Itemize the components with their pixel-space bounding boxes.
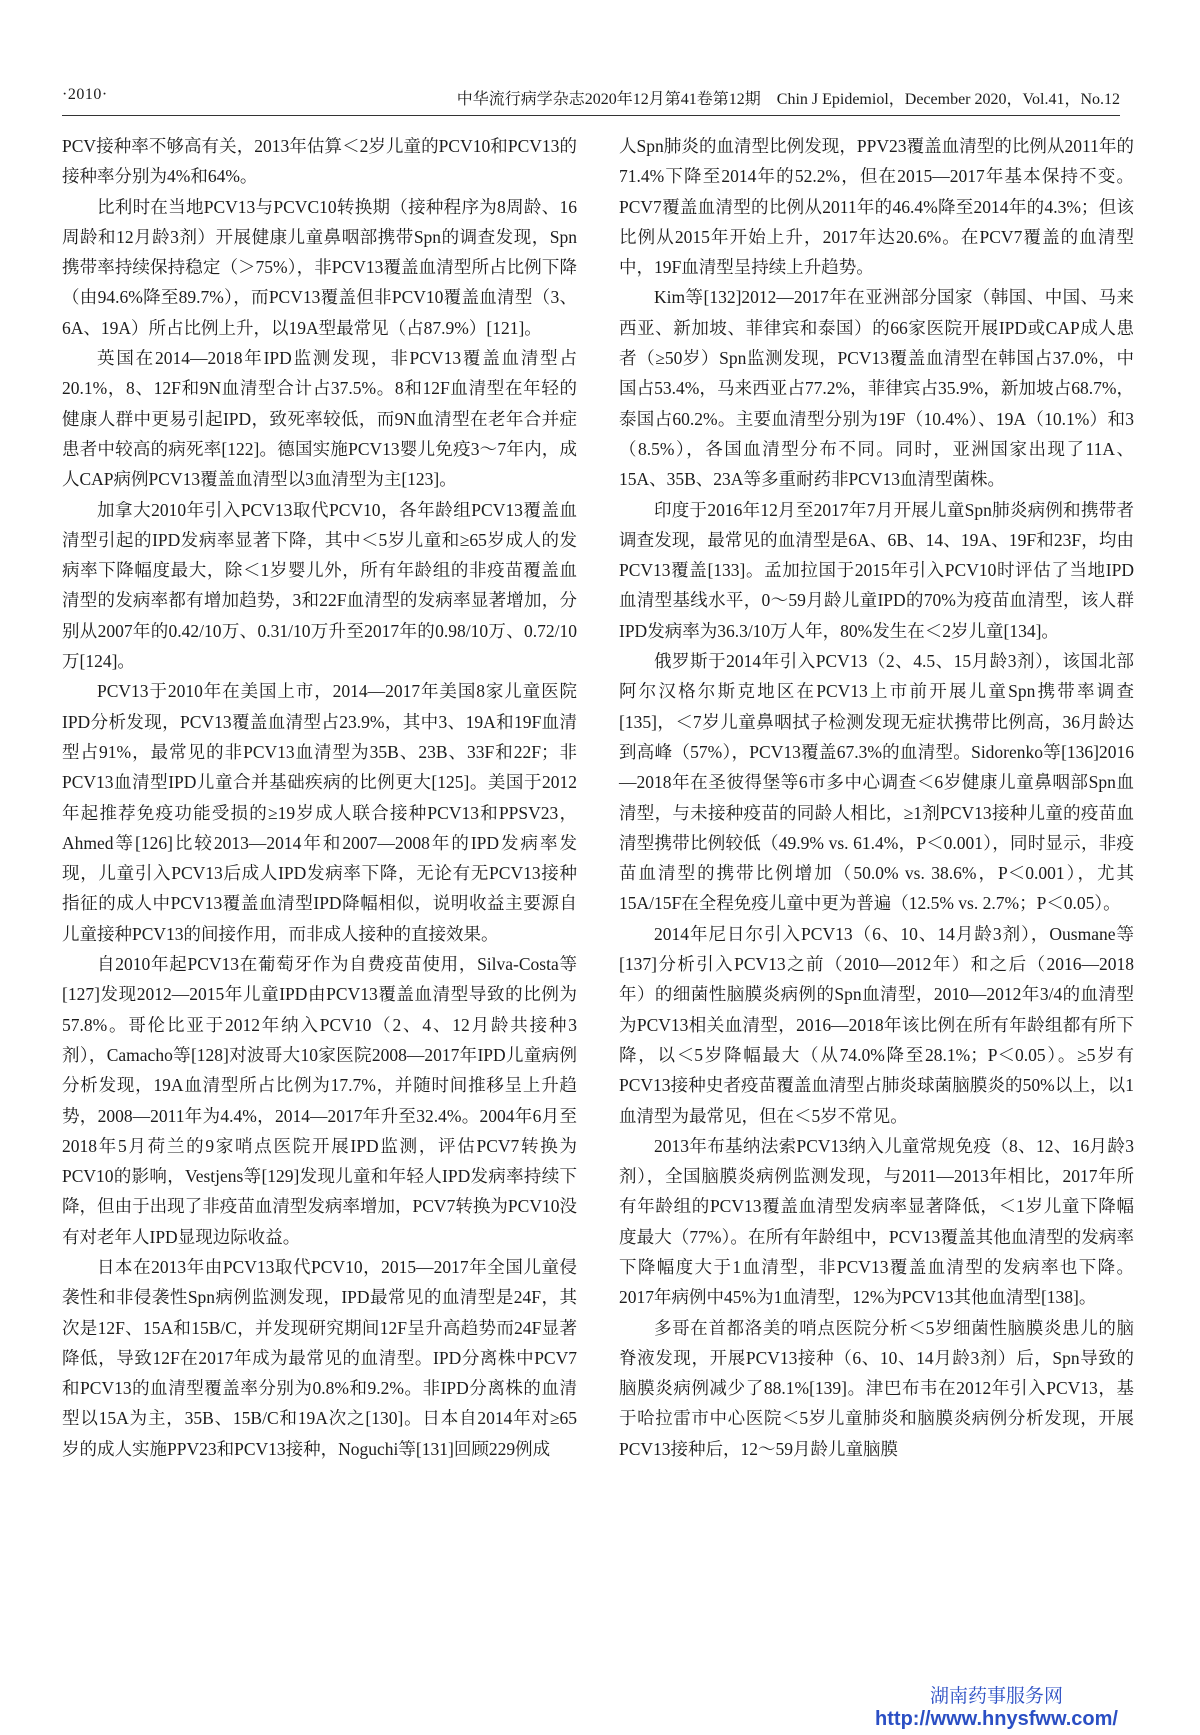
site-watermark (875, 1686, 1118, 1730)
right-column (619, 131, 1134, 1464)
paragraph: 日本在2013年由PCV13取代PCV10，2015—2017年全国儿童侵袭性和非侵袭性Spn病例监测发现，IPD最常见的血清型是24F，其次是12F、15A和15B/C，并发现研究期间12F呈升高趋势而24F显著降低，导致12F在2017年成为最常见的血清型。IPD分离株中PCV7和PCV13的血清型覆盖率分别为0.8%和9.2%。非IPD分离株的血清型以15A为主，35B、15B/C和19A次之[130]。日本自2014年对≥65岁的成人实施PPV23和PCV13接种，Noguchi等[131]回顾229例成 (62, 1256, 577, 1459)
paragraph: PCV接种率不够高有关，2013年估算＜2岁儿童的PCV10和PCV13的接种率分别为4%和64%。 (62, 136, 577, 187)
left-column (62, 131, 577, 1464)
paragraph: 多哥在首都洛美的哨点医院分析＜5岁细菌性脑膜炎患儿的脑脊液发现，开展PCV13接种（6、10、14月龄3剂）后，Spn导致的脑膜炎病例减少了88.1%[139]。津巴布韦在2012年引入PCV13，基于哈拉雷市中心医院＜5岁儿童肺炎和脑膜炎病例分析发现，开展PCV13接种后，12～59月龄儿童脑膜 (619, 1317, 1134, 1459)
paragraph: 加拿大2010年引入PCV13取代PCV10，各年龄组PCV13覆盖血清型引起的IPD发病率显著下降，其中＜5岁儿童和≥65岁成人的发病率下降幅度最大，除＜1岁婴儿外，所有年龄组的非疫苗覆盖血清型的发病率都有增加趋势，3和22F血清型的发病率显著增加，分别从2007年的0.42/10万、0.31/10万升至2017年的0.98/10万、0.72/10万[124]。 (62, 499, 577, 672)
paragraph: 2013年布基纳法索PCV13纳入儿童常规免疫（8、12、16月龄3剂），全国脑膜炎病例监测发现，与2011—2013年相比，2017年所有年龄组的PCV13覆盖血清型发病率显著降低，＜1岁儿童下降幅度最大（77%）。在所有年龄组中，PCV13覆盖其他血清型的发病率下降幅度大于1血清型，非PCV13覆盖血清型的发病率也下降。2017年病例中45%为1血清型，12%为PCV13其他血清型[138]。 (619, 1135, 1134, 1308)
running-header (62, 86, 1120, 112)
paragraph: 自2010年起PCV13在葡萄牙作为自费疫苗使用，Silva-Costa等[127]发现2012—2015年儿童IPD由PCV13覆盖血清型导致的比例为57.8%。哥伦比亚于2012年纳入PCV10（2、4、12月龄共接种3剂），Camacho等[128]对波哥大10家医院2008—2017年IPD儿童病例分析发现，19A血清型所占比例为17.7%，并随时间推移呈上升趋势，2008—2011年为4.4%，2014—2017年升至32.4%。2004年6月至2018年5月荷兰的9家哨点医院开展IPD监测，评估PCV7转换为PCV10的影响，Vestjens等[129]发现儿童和年轻人IPD发病率持续下降，但由于出现了非疫苗血清型发病率增加，PCV7转换为PCV10没有对老年人IPD显现边际收益。 (62, 954, 577, 1247)
watermark-site-name: 湖南药事服务网 (930, 1686, 1064, 1707)
paragraph: 俄罗斯于2014年引入PCV13（2、4.5、15月龄3剂），该国北部阿尔汉格尔斯克地区在PCV13上市前开展儿童Spn携带率调查[135]，＜7岁儿童鼻咽拭子检测发现无症状携带比例高，36月龄达到高峰（57%），PCV13覆盖67.3%的血清型。Sidorenko等[136]2016—2018年在圣彼得堡等6市多中心调查＜6岁健康儿童鼻咽部Spn血清型，与未接种疫苗的同龄人相比，≥1剂PCV13接种儿童的疫苗血清型携带比例较低（49.9% vs. 61.4%，P＜0.001），同时显示，非疫苗血清型的携带比例增加（50.0% vs. 38.6%，P＜0.001），尤其15A/15F在全程免疫儿童中更为普遍（12.5% vs. 2.7%；P＜0.05）。 (619, 651, 1134, 914)
paragraph: 比利时在当地PCV13与PCVC10转换期（接种程序为8周龄、16周龄和12月龄3剂）开展健康儿童鼻咽部携带Spn的调查发现，Spn携带率持续保持稳定（＞75%），非PCV13覆盖血清型所占比例下降（由94.6%降至89.7%），而PCV13覆盖但非PCV10覆盖血清型（3、6A、19A）所占比例上升，以19A型最常见（占87.9%）[121]。 (62, 196, 577, 338)
paragraph: 2014年尼日尔引入PCV13（6、10、14月龄3剂），Ousmane等[137]分析引入PCV13之前（2010—2012年）和之后（2016—2018年）的细菌性脑膜炎病例的Spn血清型，2010—2012年3/4的血清型为PCV13相关血清型，2016—2018年该比例在所有年龄组都有所下降，以＜5岁降幅最大（从74.0%降至28.1%；P＜0.05）。≥5岁有PCV13接种史者疫苗覆盖血清型占肺炎球菌脑膜炎的50%以上，以1血清型为最常见，但在＜5岁不常见。 (619, 923, 1134, 1126)
header-rule (62, 115, 1120, 116)
watermark-url[interactable]: http://www.hnysfww.com/ (875, 1708, 1118, 1730)
page-number: ·2010· (62, 86, 108, 103)
journal-citation: 中华流行病学杂志2020年12月第41卷第12期 Chin J Epidemiol，December 2020，Vol.41，No.12 (456, 91, 1120, 108)
paragraph: 印度于2016年12月至2017年7月开展儿童Spn肺炎病例和携带者调查发现，最常见的血清型是6A、6B、14、19A、19F和23F，均由PCV13覆盖[133]。孟加拉国于2015年引入PCV10时评估了当地IPD血清型基线水平，0～59月龄儿童IPD的70%为疫苗血清型，该人群IPD发病率为36.3/10万人年，80%发生在＜2岁儿童[134]。 (619, 499, 1134, 641)
paragraph: 英国在2014—2018年IPD监测发现，非PCV13覆盖血清型占20.1%，8、12F和9N血清型合计占37.5%。8和12F血清型在年轻的健康人群中更易引起IPD，致死率较低，而9N血清型在老年合并症患者中较高的病死率[122]。德国实施PCV13婴儿免疫3～7年内，成人CAP病例PCV13覆盖血清型以3血清型为主[123]。 (62, 348, 577, 490)
paragraph: 人Spn肺炎的血清型比例发现，PPV23覆盖血清型的比例从2011年的71.4%下降至2014年的52.2%，但在2015—2017年基本保持不变。PCV7覆盖血清型的比例从2011年的46.4%降至2014年的4.3%；但该比例从2015年开始上升，2017年达20.6%。在PCV7覆盖的血清型中，19F血清型呈持续上升趋势。 (619, 136, 1134, 278)
paragraph: PCV13于2010年在美国上市，2014—2017年美国8家儿童医院IPD分析发现，PCV13覆盖血清型占23.9%，其中3、19A和19F血清型占91%，最常见的非PCV13血清型为35B、23B、33F和22F；非PCV13血清型IPD儿童合并基础疾病的比例更大[125]。美国于2012年起推荐免疫功能受损的≥19岁成人联合接种PCV13和PPSV23，Ahmed等[126]比较2013—2014年和2007—2008年的IPD发病率发现，儿童引入PCV13后成人IPD发病率下降，无论有无PCV13接种指征的成人中PCV13覆盖血清型IPD降幅相似，说明收益主要源自儿童接种PCV13的间接作用，而非成人接种的直接效果。 (62, 681, 577, 944)
paragraph: Kim等[132]2012—2017年在亚洲部分国家（韩国、中国、马来西亚、新加坡、菲律宾和泰国）的66家医院开展IPD或CAP成人患者（≥50岁）Spn监测发现，PCV13覆盖血清型在韩国占37.0%，中国占53.4%，马来西亚占77.2%，菲律宾占35.9%，新加坡占68.7%，泰国占60.2%。主要血清型分别为19F（10.4%）、19A（10.1%）和3（8.5%），各国血清型分布不同。同时，亚洲国家出现了11A、15A、35B、23A等多重耐药非PCV13血清型菌株。 (619, 287, 1134, 490)
